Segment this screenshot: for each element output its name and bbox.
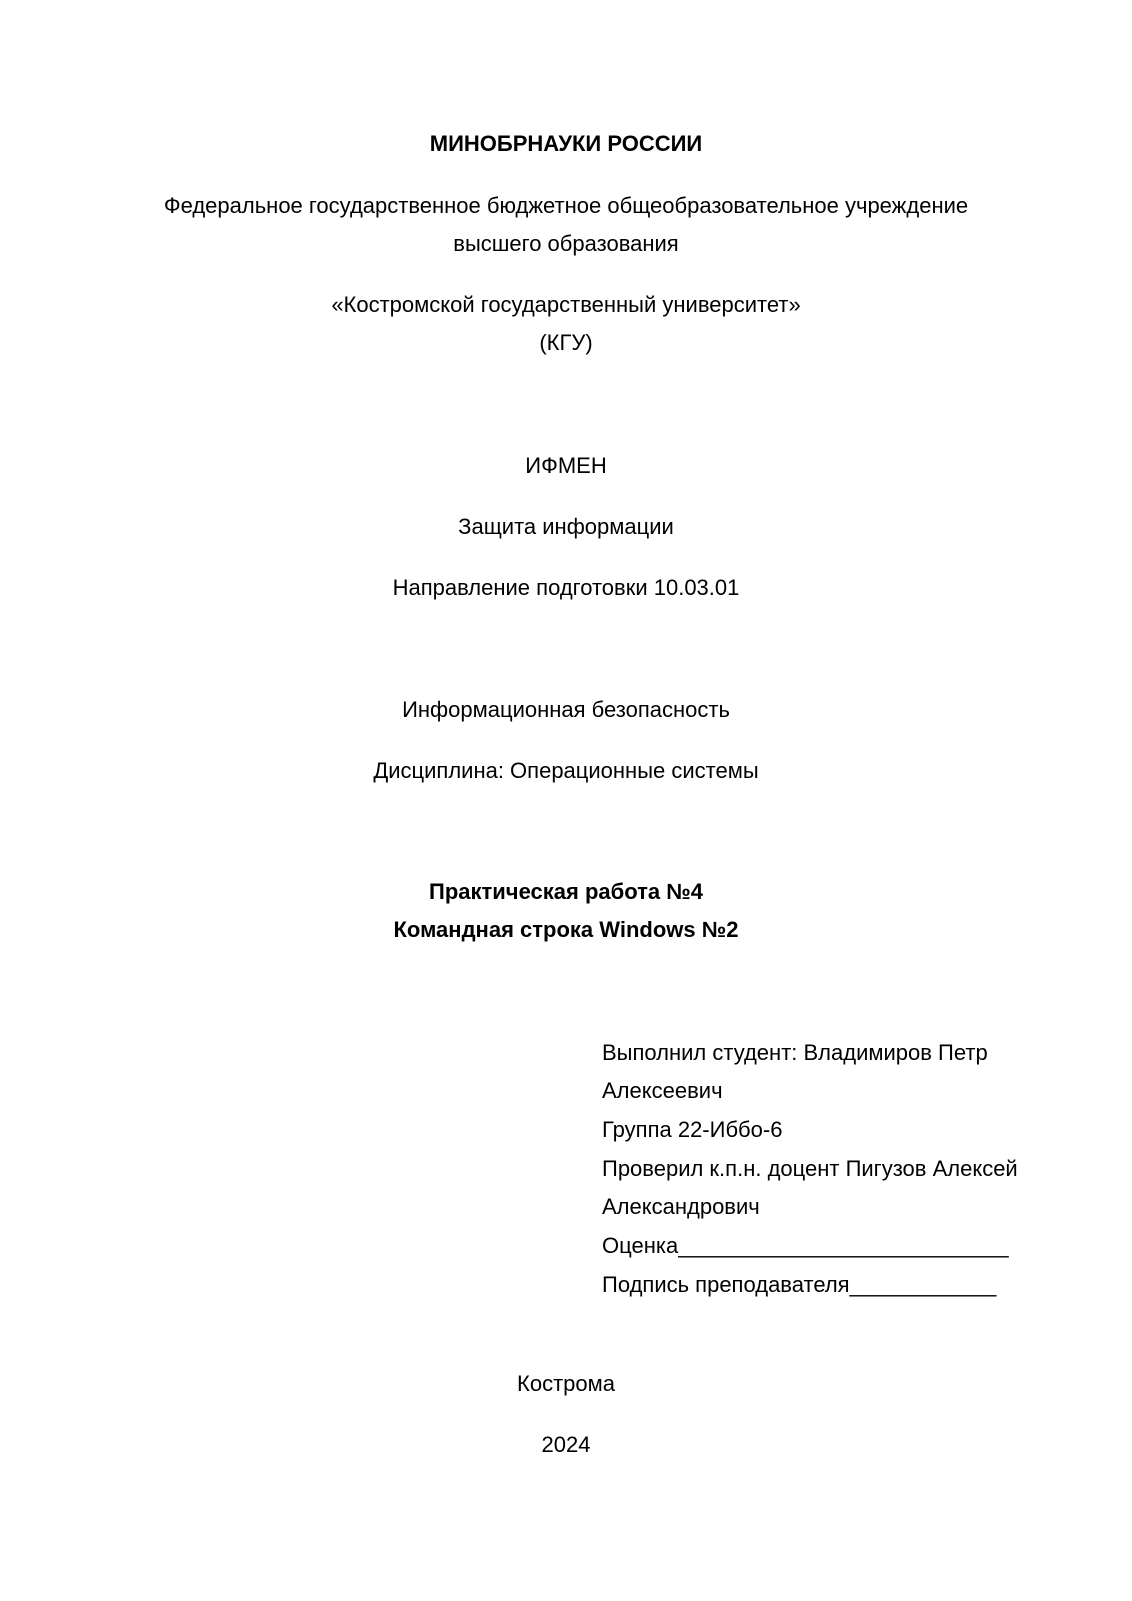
work-subtitle: Командная строка Windows №2 — [393, 917, 739, 942]
university-abbreviation: (КГУ) — [539, 330, 593, 355]
institute-name: ИФМЕН — [525, 453, 607, 478]
university-name: «Костромской государственный университет» — [331, 292, 801, 317]
discipline-name: Дисциплина: Операционные системы — [373, 758, 759, 783]
year: 2024 — [541, 1432, 591, 1457]
institution-name-line2: высшего образования — [453, 231, 679, 256]
checked-by-line2: Александрович — [602, 1194, 760, 1219]
grade-field: Оценка___________________________ — [602, 1233, 1009, 1258]
ministry-heading: МИНОБРНАУКИ РОССИИ — [429, 131, 703, 156]
performed-by-line1: Выполнил студент: Владимиров Петр — [602, 1040, 988, 1065]
performed-by-line2: Алексеевич — [602, 1078, 723, 1103]
student-group: Группа 22-Иббо-6 — [602, 1117, 783, 1142]
work-title: Практическая работа №4 — [429, 879, 703, 904]
training-direction: Направление подготовки 10.03.01 — [392, 575, 740, 600]
teacher-signature-field: Подпись преподавателя____________ — [602, 1272, 997, 1297]
checked-by-line1: Проверил к.п.н. доцент Пигузов Алексей — [602, 1156, 1018, 1181]
study-profile: Информационная безопасность — [402, 697, 730, 722]
city-name: Кострома — [517, 1371, 615, 1396]
institution-name-line1: Федеральное государственное бюджетное общеобразовательное учреждение — [163, 193, 969, 218]
department-name: Защита информации — [458, 514, 674, 539]
